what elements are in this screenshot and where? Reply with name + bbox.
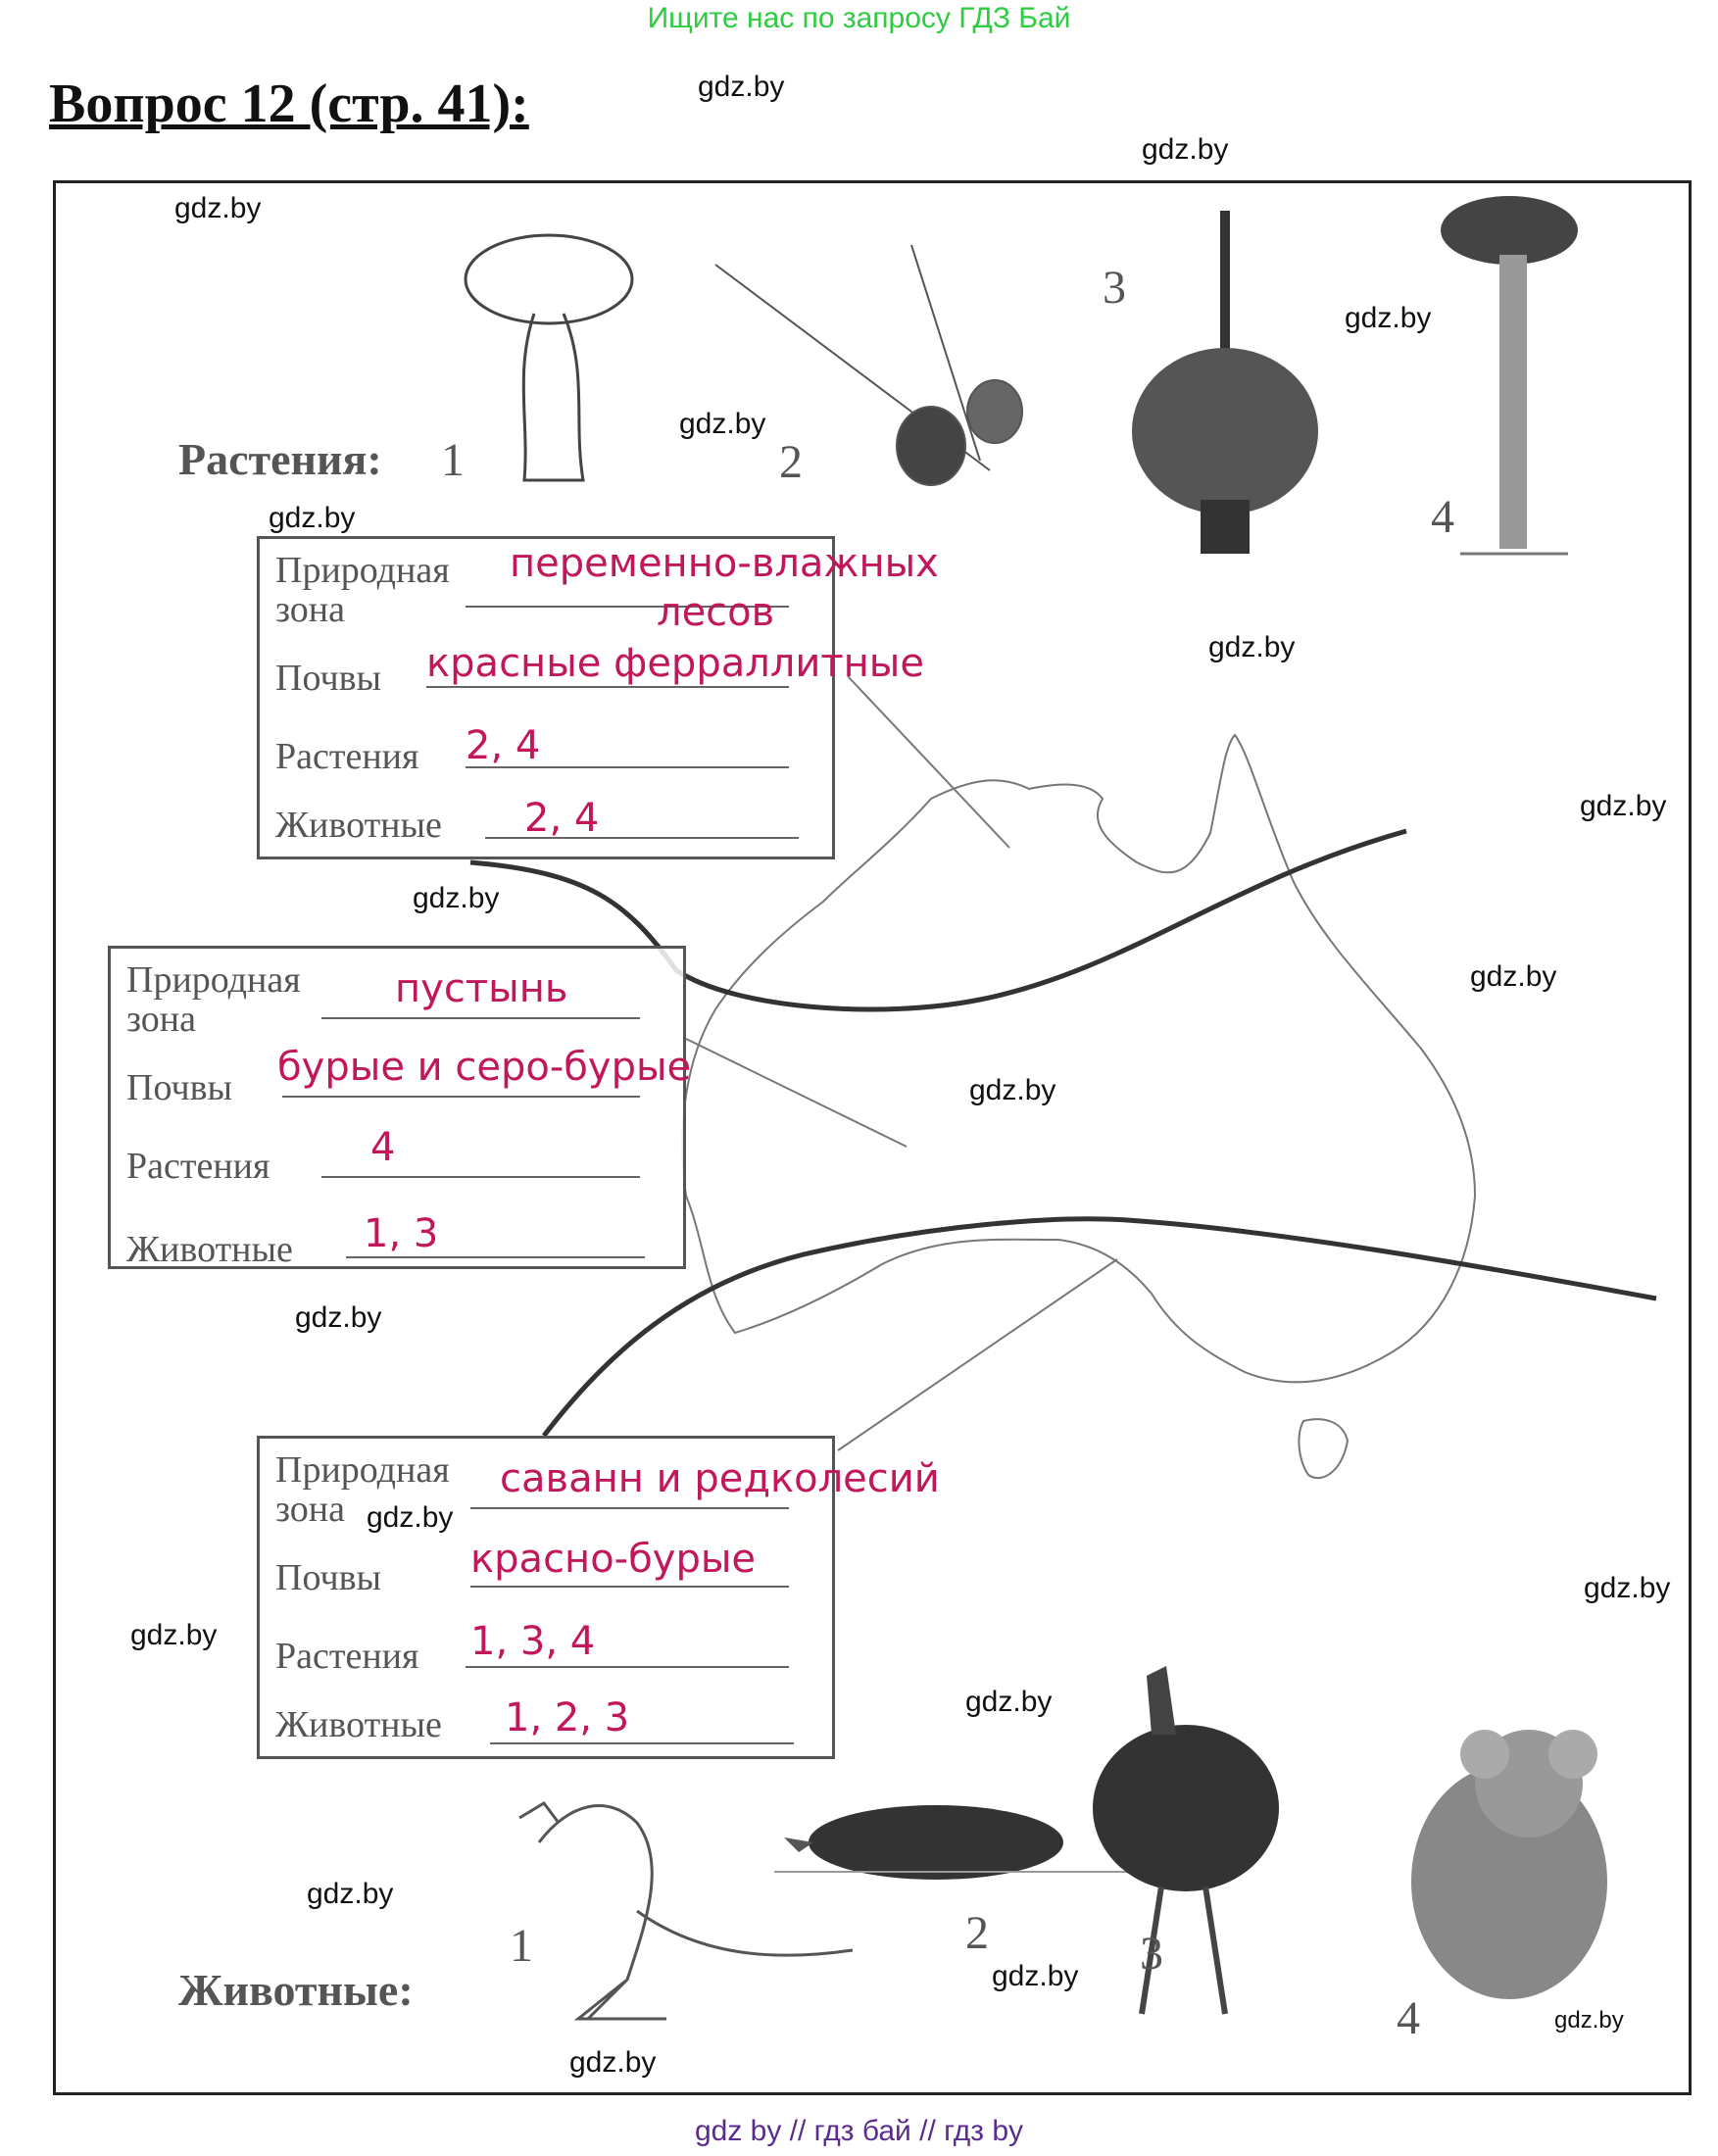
plants-label: Растения [275, 736, 419, 777]
watermark: gdz.by [1580, 790, 1667, 822]
animal-number-4: 4 [1397, 1992, 1420, 2044]
animals-label: Животные [126, 1229, 293, 1270]
zone-answer-2: лесов [657, 590, 775, 635]
zone-label: Природная [275, 1449, 450, 1491]
animal-koala [1411, 1730, 1607, 1999]
plant-bottle-tree [466, 235, 632, 480]
watermark: gdz.by [992, 1960, 1079, 1992]
zone-box-2 [108, 946, 692, 1270]
zone-label-2: зона [275, 1489, 345, 1530]
plants-label: Растения [126, 1146, 270, 1187]
watermark: gdz.by [1345, 302, 1432, 334]
zone-answer: саванн и редколесий [500, 1456, 940, 1501]
footer-links[interactable]: gdz by // гдз бай // гдз by [694, 2115, 1024, 2147]
soils-answer: красно-бурые [470, 1537, 757, 1582]
plants-answer: 4 [370, 1125, 396, 1170]
watermark: gdz.by [295, 1301, 382, 1334]
zone-label-2: зона [126, 999, 196, 1040]
watermark: gdz.by [413, 882, 500, 914]
animal-number-1: 1 [510, 1920, 533, 1972]
animals-answer: 1, 2, 3 [505, 1695, 630, 1740]
plant-number-2: 2 [779, 436, 803, 488]
plant-eucalyptus [1441, 196, 1578, 554]
watermark: gdz.by [130, 1619, 218, 1651]
zone-label: Природная [275, 550, 450, 591]
watermark: gdz.by [969, 1074, 1056, 1106]
pointer-line-2 [686, 1039, 907, 1147]
zone-box-3 [257, 1436, 940, 1759]
watermark: gdz.by [1554, 2007, 1624, 2034]
animal-platypus [774, 1805, 1127, 1880]
pointer-line-1 [848, 676, 1009, 848]
page-title: Вопрос 12 (стр. 41): [49, 74, 529, 134]
plant-number-4: 4 [1431, 491, 1454, 543]
soils-label: Почвы [126, 1067, 233, 1108]
soils-answer: бурые и серо-бурые [277, 1045, 692, 1090]
watermark: gdz.by [307, 1878, 394, 1910]
plant-number-3: 3 [1103, 262, 1126, 314]
zone-box-1 [257, 536, 939, 859]
animals-label: Животные [275, 1704, 442, 1745]
plant-banksia [715, 245, 1022, 485]
plants-heading: Растения: [178, 434, 382, 484]
plants-answer: 1, 3, 4 [470, 1619, 596, 1664]
watermark: gdz.by [1142, 133, 1229, 166]
watermark: gdz.by [1470, 960, 1557, 993]
plants-answer: 2, 4 [466, 723, 541, 768]
animals-answer: 1, 3 [364, 1211, 439, 1256]
watermark: gdz.by [569, 2046, 657, 2079]
zone-answer: переменно-влажных [510, 541, 939, 586]
watermark: gdz.by [269, 502, 356, 534]
watermark: gdz.by [174, 192, 262, 224]
animal-number-2: 2 [965, 1907, 989, 1959]
watermark: gdz.by [965, 1686, 1053, 1718]
animals-heading: Животные: [178, 1965, 414, 2015]
soils-label: Почвы [275, 1557, 382, 1598]
animal-number-3: 3 [1140, 1928, 1163, 1980]
top-banner[interactable]: Ищите нас по запросу ГДЗ Бай [647, 2, 1071, 34]
zone-label-2: зона [275, 589, 345, 630]
soils-label: Почвы [275, 658, 382, 699]
watermark: gdz.by [1208, 631, 1296, 663]
plant-number-1: 1 [441, 434, 465, 486]
animal-kangaroo [519, 1803, 853, 2019]
zone-label: Природная [126, 959, 301, 1001]
pointer-line-3 [838, 1259, 1117, 1450]
soils-answer: красные ферраллитные [426, 641, 924, 686]
watermark: gdz.by [367, 1501, 454, 1534]
watermark: gdz.by [698, 71, 785, 103]
plant-grass-tree [1132, 211, 1318, 554]
watermark: gdz.by [1584, 1572, 1671, 1604]
watermark: gdz.by [679, 408, 766, 440]
animals-label: Животные [275, 805, 442, 846]
plants-label: Растения [275, 1636, 419, 1677]
zone-answer: пустынь [395, 966, 568, 1011]
animal-emu [1093, 1666, 1279, 2014]
tasmania-outline [1299, 1419, 1348, 1478]
animals-answer: 2, 4 [524, 796, 600, 841]
